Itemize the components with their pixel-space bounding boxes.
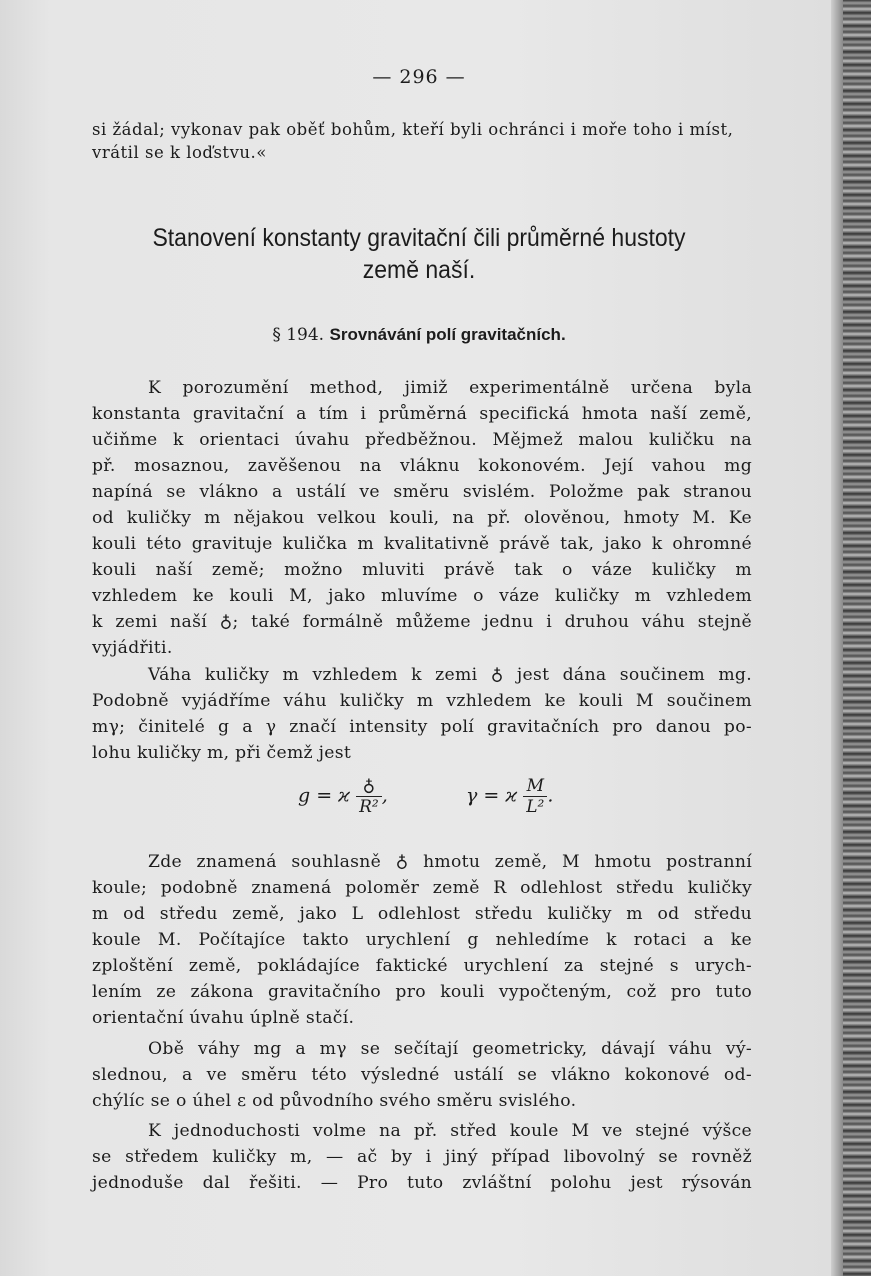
formula-gamma-fraction: [523, 776, 547, 817]
text-line: K porozumění method, jimiž experimentálně určena byla: [148, 378, 752, 398]
formula-g: [298, 776, 388, 817]
text-line: k zemi naší ♁; také formálně můžeme jednu i druhou váhu stejně: [92, 612, 752, 632]
formula-gamma-tail: .: [547, 784, 554, 807]
text-line: vzhledem ke kouli M, jako mluvíme o váze kuličky m vzhledem: [92, 586, 752, 606]
text-line: m od středu země, jako L odlehlost středu kuličky m od středu: [92, 904, 752, 924]
text-line: vyjádřiti.: [92, 638, 173, 658]
formula-g-numerator: ♁: [356, 776, 382, 797]
section-title: [0, 325, 838, 345]
chapter-heading: Stanovení konstanty gravitační čili průměrné hustoty: [152, 224, 686, 252]
page-number: — 296 —: [372, 66, 466, 88]
text-line: orientační úvahu úplně stačí.: [92, 1008, 355, 1028]
formula-g-denominator: R²: [359, 797, 379, 817]
section-number: § 194.: [272, 325, 325, 345]
formula-gamma-denominator: L²: [526, 797, 545, 817]
text-line: koule; podobně znamená poloměr země R odlehlost středu kuličky: [92, 878, 752, 898]
formula-g-fraction: [356, 776, 382, 817]
text-line: učiňme k orientaci úvahu předběžnou. Mějmež malou kuličku na: [92, 430, 752, 450]
intro-line: si žádal; vykonav pak oběť bohům, kteří byli ochránci i moře toho i míst,: [92, 120, 734, 139]
text-line: Zde znamená souhlasně ♁ hmotu země, M hmotu postranní: [148, 852, 752, 872]
text-line: napíná se vlákno a ustálí ve směru svislém. Položme pak stranou: [92, 482, 752, 502]
text-line: slednou, a ve směru této výsledné ustálí se vlákno kokonové od-: [92, 1065, 752, 1085]
text-line: kouli této gravituje kulička m kvalitativně právě tak, jako k ohromné: [92, 534, 752, 554]
formula-gamma: [466, 776, 553, 817]
text-line: od kuličky m nějakou velkou kouli, na př. olověnou, hmoty M. Ke: [92, 508, 752, 528]
text-line: jednoduše dal řešiti. — Pro tuto zvláštní polohu jest rýsován: [92, 1173, 752, 1193]
text-line: kouli naší země; možno mluviti právě tak o váze kuličky m: [92, 560, 752, 580]
text-line: Podobně vyjádříme váhu kuličky m vzhledem ke kouli M součinem: [92, 691, 752, 711]
section-name: Srovnávání polí gravitačních.: [329, 325, 566, 344]
chapter-heading: země naší.: [362, 256, 476, 284]
formula-gamma-lhs: γ = ϰ: [466, 784, 518, 807]
text-line: koule M. Počítajíce takto urychlení g nehledíme k rotaci a ke: [92, 930, 752, 950]
text-line: se středem kuličky m, — ač by i jiný případ libovolný se rovněž: [92, 1147, 752, 1167]
book-binding-edge: [831, 0, 871, 1276]
text-line: Obě váhy mg a mγ se sečítají geometricky, dávají váhu vý-: [148, 1039, 752, 1059]
formula-g-lhs: g = ϰ: [298, 784, 351, 807]
text-line: Váha kuličky m vzhledem k zemi ♁ jest dána součinem mg.: [148, 665, 752, 685]
text-line: K jednoduchosti volme na př. střed koule M ve stejné výšce: [148, 1121, 752, 1141]
text-line: lohu kuličky m, při čemž jest: [92, 743, 352, 763]
text-line: lením ze zákona gravitačního pro kouli vypočteným, což pro tuto: [92, 982, 752, 1002]
formula-g-tail: ,: [381, 784, 388, 807]
text-line: zploštění země, pokládajíce faktické urychlení za stejné s urych-: [92, 956, 752, 976]
text-line: mγ; činitelé g a γ značí intensity polí gravitačních pro danou po-: [92, 717, 752, 737]
text-line: konstanta gravitační a tím i průměrná specifická hmota naší země,: [92, 404, 752, 424]
intro-line: vrátil se k loďstvu.«: [92, 143, 267, 162]
formula-gamma-numerator: M: [523, 776, 547, 797]
text-line: př. mosaznou, zavěšenou na vláknu kokonovém. Její vahou mg: [92, 456, 752, 476]
text-line: chýlíc se o úhel ε od původního svého směru svislého.: [92, 1091, 577, 1111]
